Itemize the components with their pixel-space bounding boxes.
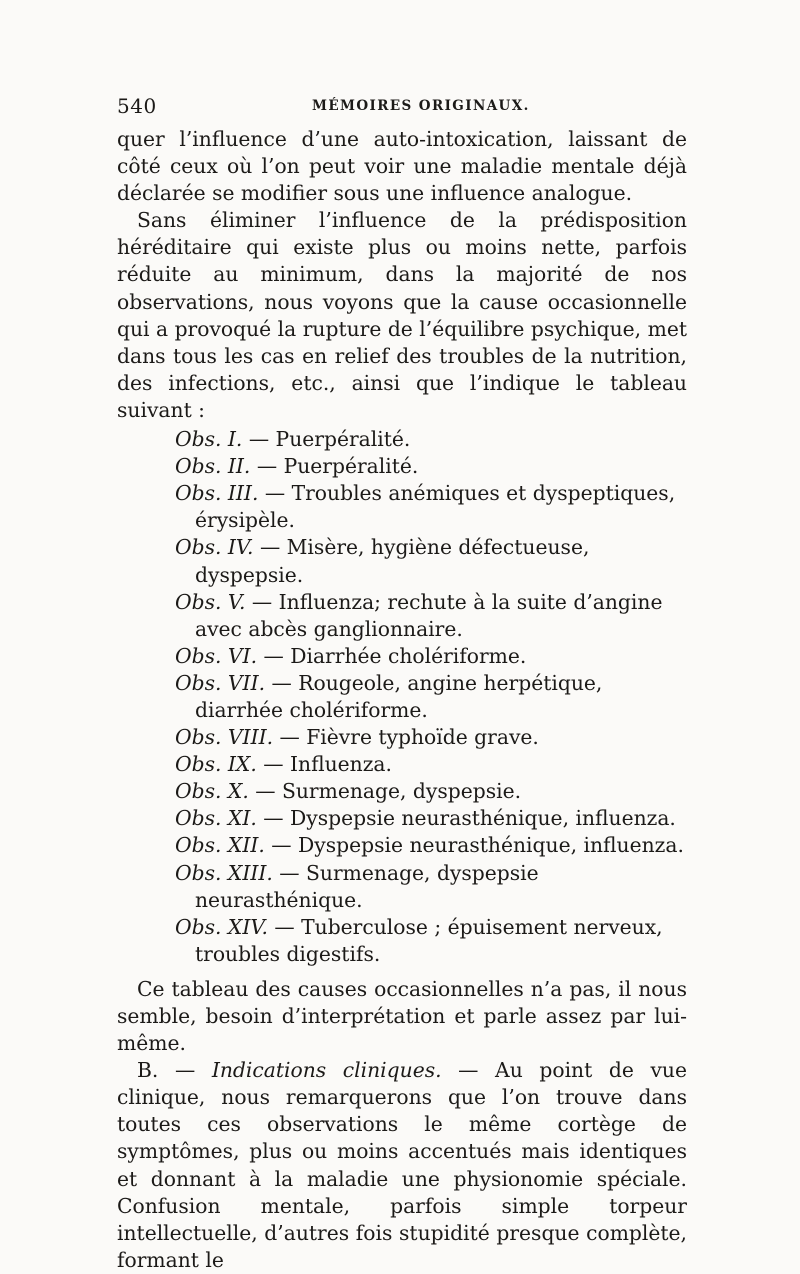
observation-text: — Puerpéralité. — [248, 427, 411, 452]
observation-label: Obs. III. — [175, 481, 259, 506]
observation-text: — Dyspepsie neurasthénique, influenza. — [271, 833, 684, 858]
observation-item — [117, 589, 687, 643]
observation-text: — Dyspepsie neurasthénique, influenza. — [263, 806, 676, 831]
observation-label: Obs. IV. — [175, 535, 254, 560]
observation-item — [117, 751, 687, 778]
observation-text: — Rougeole, angine herpétique, diarrhée cholériforme. — [195, 670, 603, 722]
observation-label: Obs. XIV. — [175, 914, 268, 939]
observation-label: Obs. XIII. — [175, 860, 273, 885]
paragraph-heredity: Sans éliminer l’influence de la prédisposition héréditaire qui existe plus ou moins nette, parfois réduite au minimum, dans la majorité de nos observations, nous voyons que la cause occasionnelle qui a provoqué la rupture de l’équilibre psychique, met dans tous les cas en relief des troubles de la nutrition, des infections, etc., ainsi que l’indique le tableau suivant : — [117, 208, 687, 422]
observation-label: Obs. XII. — [175, 833, 265, 858]
page-header — [117, 94, 687, 124]
observation-text: — Diarrhée cholériforme. — [263, 643, 527, 668]
observation-text: — Influenza. — [263, 752, 392, 777]
observation-text: — Misère, hygiène défectueuse, dyspepsie. — [195, 535, 590, 587]
observation-text: — Troubles anémiques et dyspeptiques, érysipèle. — [195, 481, 676, 533]
observation-text: — Influenza; rechute à la suite d’angine avec abcès ganglionnaire. — [195, 589, 663, 641]
section-b-prefix: B. — — [137, 1058, 196, 1083]
page-number: 540 — [117, 94, 157, 118]
observation-item — [117, 805, 687, 832]
observation-text: — Puerpéralité. — [256, 454, 419, 479]
observation-item — [117, 724, 687, 751]
observation-label: Obs. VII. — [175, 670, 266, 695]
paragraph-continuation: quer l’influence d’une auto-intoxication, laissant de côté ceux où l’on peut voir une maladie mentale déjà déclarée se modifier sous une influence analogue. — [117, 127, 687, 206]
observation-item — [117, 480, 687, 534]
observation-label: Obs. VI. — [175, 643, 258, 668]
observation-text: — Surmenage, dyspepsie neurasthénique. — [195, 860, 539, 912]
observation-item — [117, 832, 687, 859]
running-title: MÉMOIRES ORIGINAUX. — [312, 98, 530, 114]
paragraph-table-comment: Ce tableau des causes occasionnelles n’a pas, il nous semble, besoin d’interprétation et parle assez par lui-même. — [117, 976, 687, 1056]
observation-item — [117, 426, 687, 453]
observation-item — [117, 453, 687, 480]
observation-item — [117, 914, 687, 968]
observation-item — [117, 643, 687, 670]
observation-label: Obs. X. — [175, 779, 249, 804]
observation-label: Obs. IX. — [175, 752, 257, 777]
section-b-text: — Au point de vue clinique, nous remarquerons que l’on trouve dans toutes ces observations le même cortège de symptômes, plus ou moins accentués mais identiques et donnant à la maladie une physionomie spéciale. Confusion mentale, parfois simple torpeur intellectuelle, d’autres fois stupidité presque complète, formant le — [117, 1058, 687, 1272]
observation-text: — Surmenage, dyspepsie. — [255, 779, 522, 804]
observation-item — [117, 534, 687, 588]
observation-label: Obs. XI. — [175, 806, 257, 831]
observations-table — [117, 426, 687, 968]
observation-item — [117, 778, 687, 805]
observation-label: Obs. II. — [175, 454, 251, 479]
observation-text: — Fièvre typhoïde grave. — [279, 725, 539, 750]
observation-label: Obs. I. — [175, 427, 243, 452]
section-b-paragraph — [117, 1057, 687, 1274]
section-b-title: Indications cliniques. — [211, 1058, 442, 1083]
observation-text: — Tuberculose ; épuisement nerveux, troubles digestifs. — [195, 914, 663, 966]
observation-label: Obs. VIII. — [175, 725, 274, 750]
page-body — [117, 126, 687, 1274]
observation-label: Obs. V. — [175, 589, 246, 614]
observation-item — [117, 860, 687, 914]
observation-item — [117, 670, 687, 724]
